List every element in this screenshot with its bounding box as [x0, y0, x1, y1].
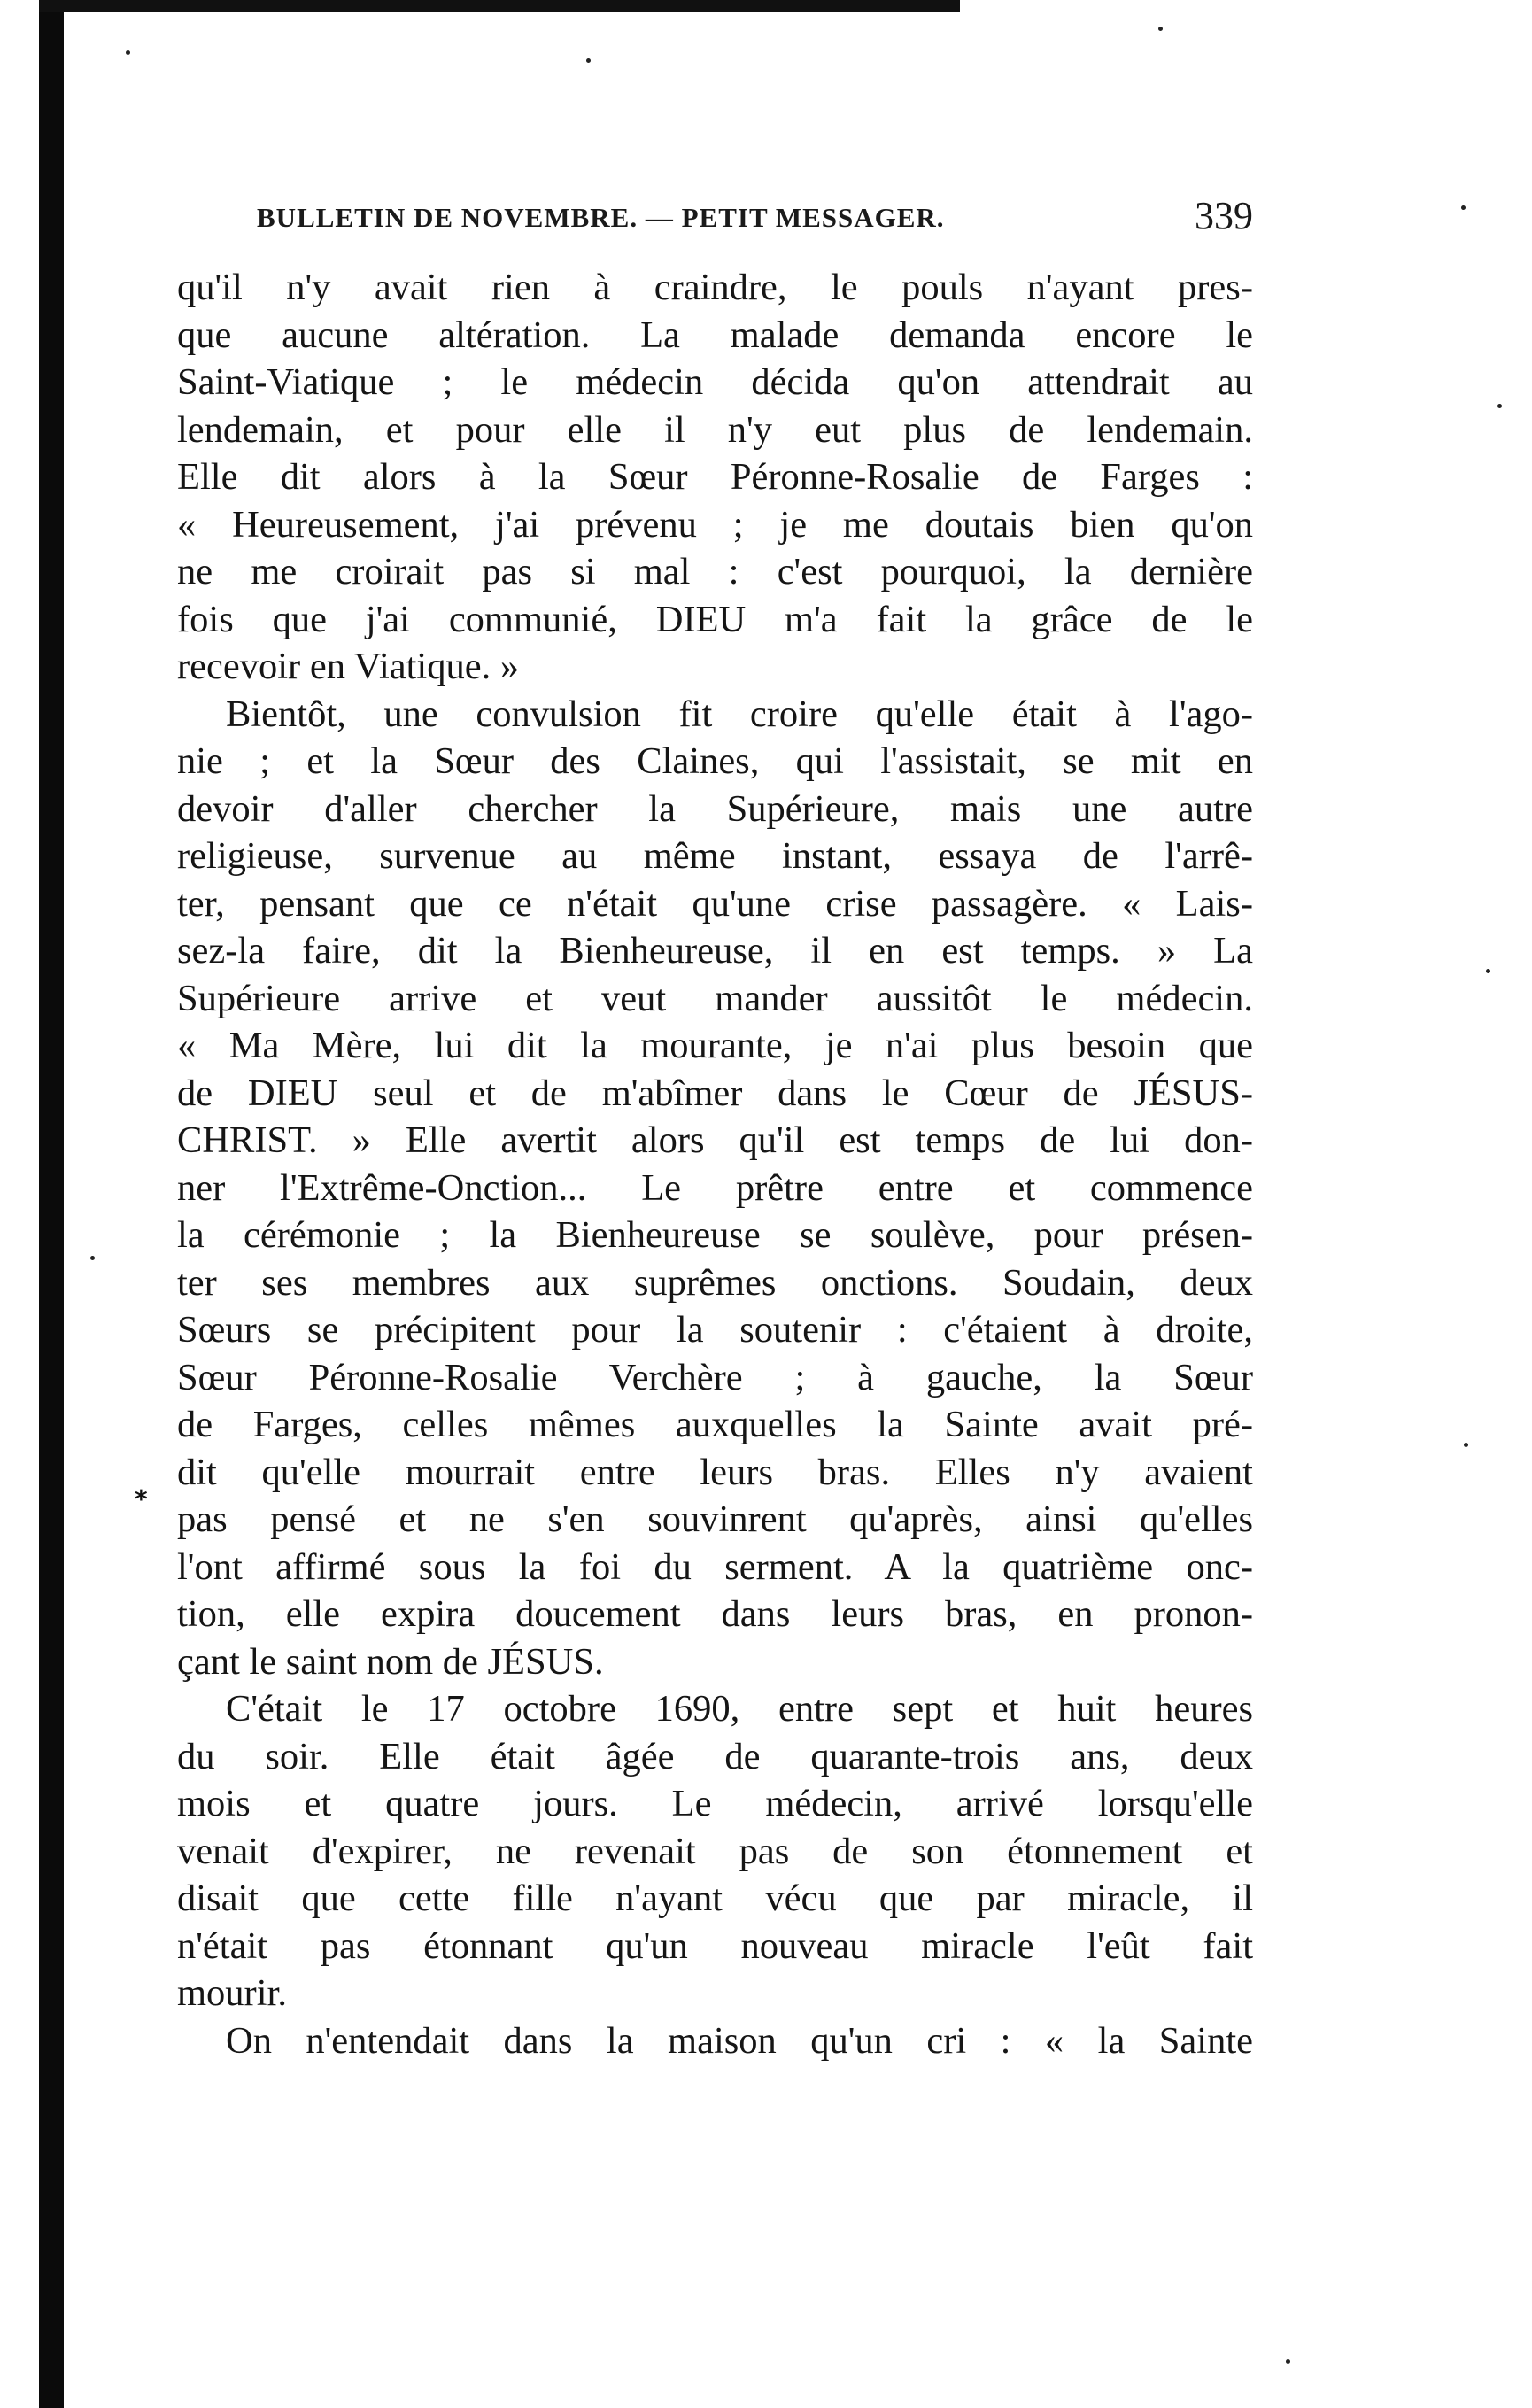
- text-line: « Ma Mère, lui dit la mourante, je n'ai plus besoin que: [177, 1025, 1253, 1066]
- text-line: Sœur Péronne-Rosalie Verchère ; à gauche, la Sœur: [177, 1356, 1253, 1398]
- text-line: de DIEU seul et de m'abîmer dans le Cœur de JÉSUS-: [177, 1072, 1253, 1114]
- top-edge: [39, 0, 960, 12]
- text-line: tion, elle expira doucement dans leurs bras, en pronon-: [177, 1593, 1253, 1635]
- text-line: nie ; et la Sœur des Claines, qui l'assistait, se mit en: [177, 740, 1253, 782]
- text-line: lendemain, et pour elle il n'y eut plus de lendemain.: [177, 408, 1253, 451]
- text-line: CHRIST. » Elle avertit alors qu'il est temps de lui don-: [177, 1119, 1253, 1161]
- text-line: qu'il n'y avait rien à craindre, le pouls n'ayant pres-: [177, 267, 1253, 308]
- scan-speck: [1497, 404, 1502, 408]
- text-line: pas pensé et ne s'en souvinrent qu'après, ainsi qu'elles: [177, 1498, 1253, 1540]
- scan-speck: [1286, 2359, 1290, 2364]
- text-line: dit qu'elle mourrait entre leurs bras. Elles n'y avaient: [177, 1451, 1253, 1493]
- scan-speck: [90, 1256, 95, 1260]
- text-line: Elle dit alors à la Sœur Péronne-Rosalie de Farges :: [177, 456, 1253, 498]
- scan-speck: [1486, 969, 1490, 973]
- text-line: fois que j'ai communié, DIEU m'a fait la grâce de le: [177, 598, 1253, 640]
- body-text: [177, 266, 1253, 2303]
- margin-mark: *: [135, 1484, 148, 1514]
- scan-speck: [1464, 1443, 1468, 1447]
- text-line: du soir. Elle était âgée de quarante-trois ans, deux: [177, 1735, 1253, 1777]
- text-line: C'était le 17 octobre 1690, entre sept et huit heures: [226, 1688, 1253, 1730]
- page-number: 339: [1195, 194, 1253, 237]
- text-line: çant le saint nom de JÉSUS.: [177, 1640, 604, 1683]
- text-line: l'ont affirmé sous la foi du serment. A la quatrième onc-: [177, 1545, 1253, 1588]
- text-line: disait que cette fille n'ayant vécu que par miracle, il: [177, 1878, 1253, 1919]
- text-line: la cérémonie ; la Bienheureuse se soulève, pour présen-: [177, 1214, 1253, 1256]
- scan-speck: [586, 58, 591, 63]
- text-line: religieuse, survenue au même instant, essaya de l'arrê-: [177, 835, 1253, 877]
- text-line: venait d'expirer, ne revenait pas de son étonnement et: [177, 1830, 1253, 1872]
- text-line: devoir d'aller chercher la Supérieure, mais une autre: [177, 787, 1253, 830]
- text-line: Supérieure arrive et veut mander aussitôt le médecin.: [177, 977, 1253, 1019]
- scan-speck: [1461, 205, 1466, 210]
- text-line: ter ses membres aux suprêmes onctions. Soudain, deux: [177, 1261, 1253, 1304]
- text-line: de Farges, celles mêmes auxquelles la Sainte avait pré-: [177, 1404, 1253, 1445]
- scan-speck: [126, 50, 130, 55]
- running-head: BULLETIN DE NOVEMBRE. — PETIT MESSAGER.: [257, 202, 945, 233]
- page-header: [257, 193, 1253, 243]
- text-line: mourir.: [177, 1972, 287, 2014]
- text-line: ter, pensant que ce n'était qu'une crise passagère. « Lais-: [177, 882, 1253, 925]
- text-line: « Heureusement, j'ai prévenu ; je me doutais bien qu'on: [177, 503, 1253, 546]
- text-line: ner l'Extrême-Onction... Le prêtre entre et commence: [177, 1166, 1253, 1209]
- text-line: Saint-Viatique ; le médecin décida qu'on attendrait au: [177, 361, 1253, 403]
- scan-speck: [1158, 27, 1163, 31]
- binding-edge: [39, 0, 64, 2408]
- text-line: Sœurs se précipitent pour la soutenir : c'étaient à droite,: [177, 1309, 1253, 1351]
- text-line: recevoir en Viatique. »: [177, 646, 520, 687]
- text-line: mois et quatre jours. Le médecin, arrivé lorsqu'elle: [177, 1783, 1253, 1824]
- text-line: On n'entendait dans la maison qu'un cri : « la Sainte: [226, 2019, 1253, 2062]
- text-line: que aucune altération. La malade demanda encore le: [177, 314, 1253, 356]
- text-line: n'était pas étonnant qu'un nouveau miracle l'eût fait: [177, 1924, 1253, 1967]
- text-line: ne me croirait pas si mal : c'est pourquoi, la dernière: [177, 551, 1253, 592]
- text-line: Bientôt, une convulsion fit croire qu'elle était à l'ago-: [226, 693, 1253, 735]
- text-line: sez-la faire, dit la Bienheureuse, il en est temps. » La: [177, 930, 1253, 972]
